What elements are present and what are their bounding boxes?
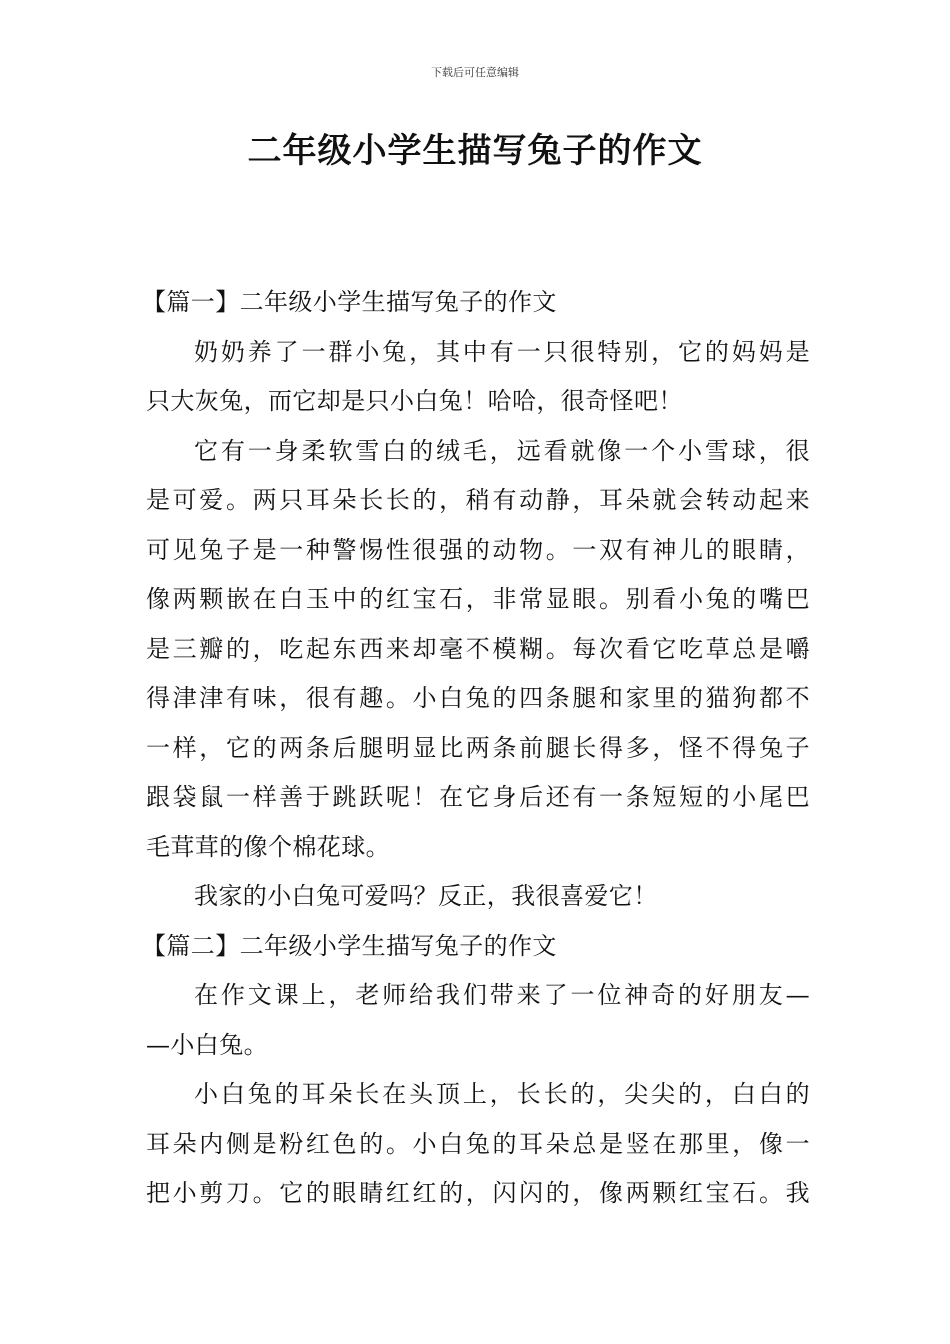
paragraph-line: 我家的小白兔可爱吗？反正，我很喜爱它！ [194, 882, 658, 910]
section-heading-2: 【篇二】二年级小学生描写兔子的作文 [142, 931, 557, 960]
paragraph-line: 在作文课上，老师给我们带来了一位神奇的好朋友— [194, 981, 810, 1009]
paragraph-line: 它有一身柔软雪白的绒毛，远看就像一个小雪球，很 [194, 436, 810, 465]
paragraph-line: 一样，它的两条后腿明显比两条前腿长得多，怪不得兔子 [146, 733, 810, 762]
paragraph-line: 可见兔子是一种警惕性很强的动物。一双有神儿的眼睛， [146, 535, 810, 564]
paragraph-line: 毛茸茸的像个棉花球。 [146, 832, 390, 861]
paragraph-line: 是三瓣的，吃起东西来却毫不模糊。每次看它吃草总是嚼 [146, 634, 810, 663]
paragraph-line: 跟袋鼠一样善于跳跃呢！在它身后还有一条短短的小尾巴 [146, 783, 810, 811]
paragraph-line: 是可爱。两只耳朵长长的，稍有动静，耳朵就会转动起来 [146, 486, 810, 514]
paragraph-line: 只大灰兔，而它却是只小白兔！哈哈，很奇怪吧！ [146, 387, 683, 415]
paragraph-line: —小白兔。 [146, 1030, 268, 1059]
paragraph-line: 奶奶养了一群小兔，其中有一只很特别，它的妈妈是 [194, 337, 810, 366]
section-heading-1: 【篇一】二年级小学生描写兔子的作文 [142, 288, 557, 316]
paragraph-line: 把小剪刀。它的眼睛红红的，闪闪的，像两颗红宝石。我 [146, 1179, 810, 1207]
header-note: 下载后可任意编辑 [431, 66, 519, 79]
document-title: 二年级小学生描写兔子的作文 [247, 131, 703, 171]
document-body [142, 278, 810, 1219]
paragraph-line: 像两颗嵌在白玉中的红宝石，非常显眼。别看小兔的嘴巴 [146, 585, 810, 613]
paragraph-line: 小白兔的耳朵长在头顶上，长长的，尖尖的，白白的 [194, 1080, 810, 1108]
paragraph-line: 得津津有味，很有趣。小白兔的四条腿和家里的猫狗都不 [146, 684, 810, 712]
paragraph-line: 耳朵内侧是粉红色的。小白兔的耳朵总是竖在那里，像一 [146, 1129, 810, 1158]
